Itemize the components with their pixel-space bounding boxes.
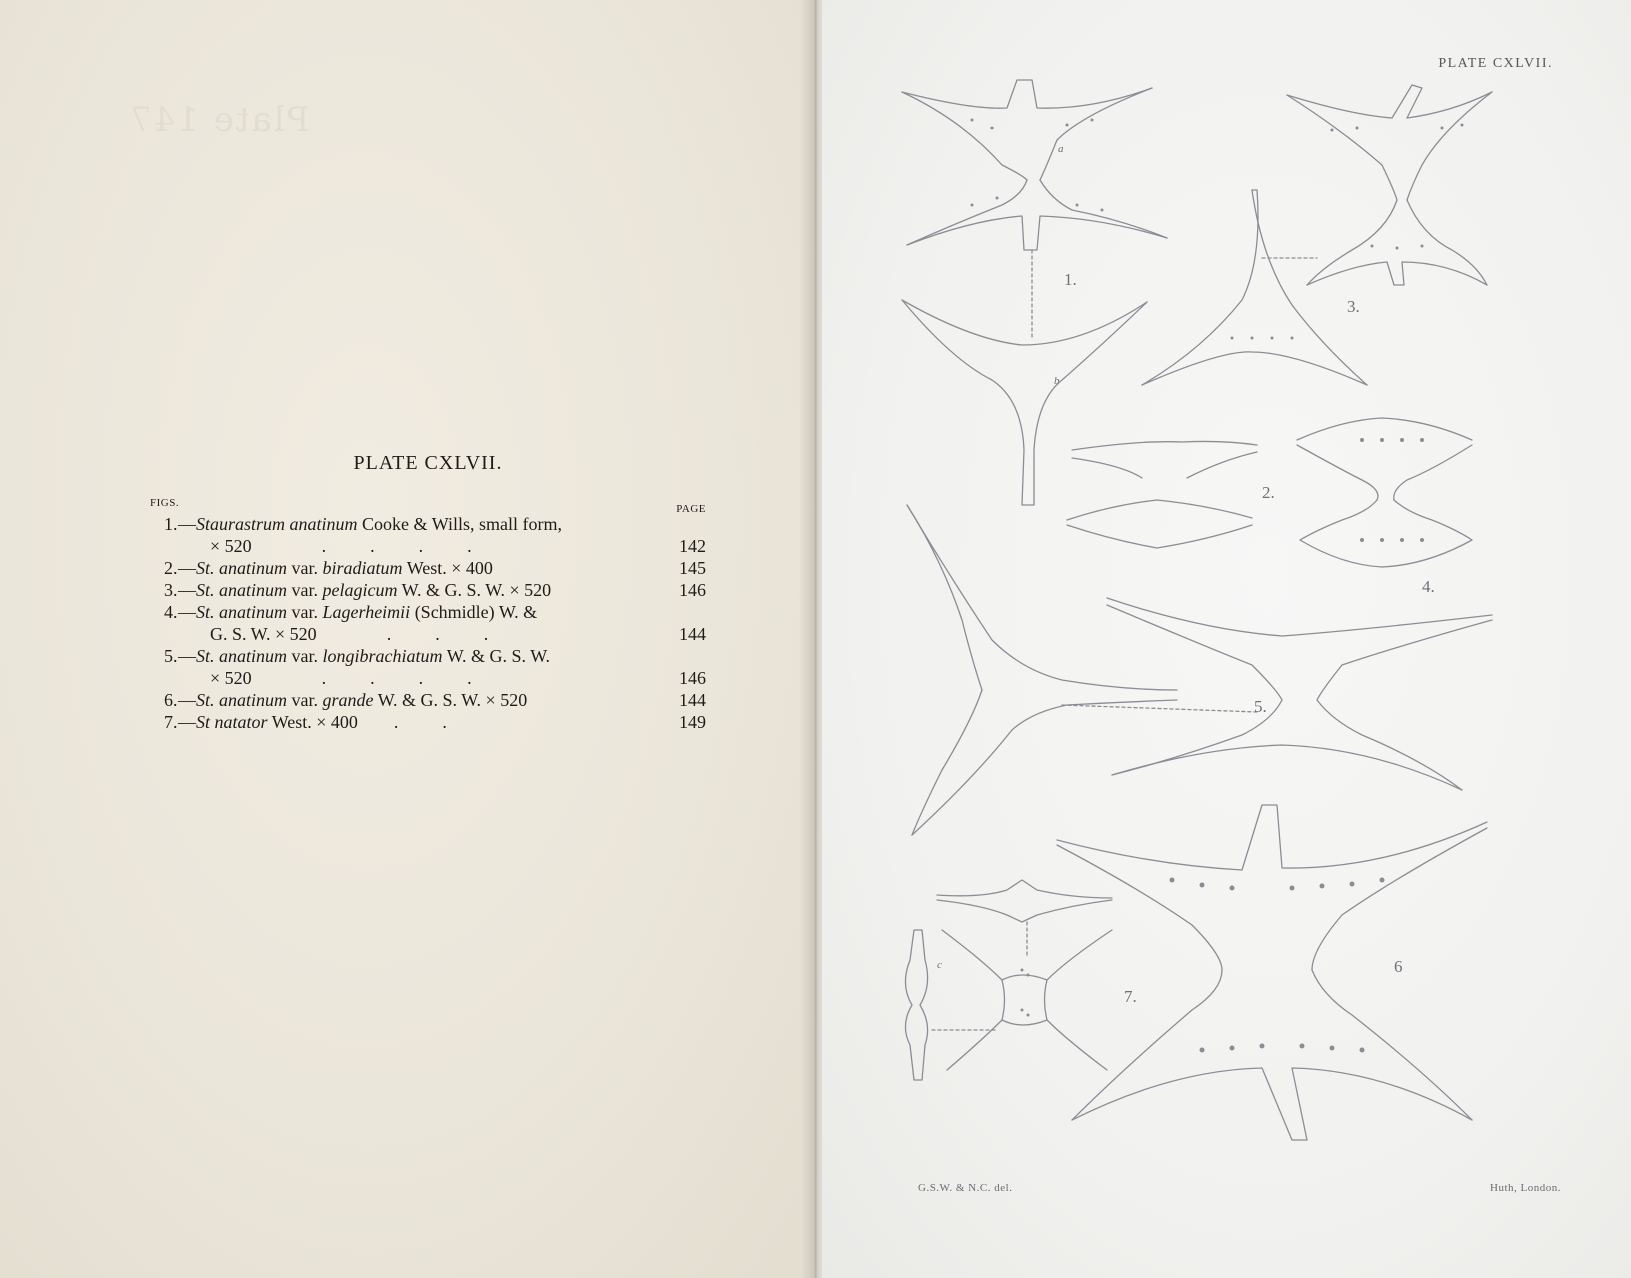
figure-4 [1297,418,1472,567]
artist-credit: G.S.W. & N.C. del. [918,1182,1013,1194]
var-word: var. [287,580,323,600]
magnification: G. S. W. × 520 [210,624,317,644]
column-headers [150,497,706,513]
species-name: St. anatinum [196,558,288,578]
figure-entry-5 [150,645,706,689]
variety-name: grande [322,690,374,710]
plate-caption [150,452,706,733]
magnification: × 520 [210,668,252,688]
figure-3-vertical-view [1142,190,1367,385]
figure-1-front-view [902,80,1167,340]
sublabel-b: b [1054,375,1060,387]
sublabel-a: a [1058,143,1064,155]
figure-label-4: 4. [1422,577,1435,596]
page-number: 145 [679,558,706,578]
figure-entry-4 [150,601,706,645]
left-page [0,0,815,1278]
figure-5-front-view [1107,598,1492,790]
figure-6 [1057,805,1487,1140]
figure-1-vertical-view [902,300,1147,505]
plate-title: PLATE CXLVII. [353,452,503,474]
species-name: St. anatinum [196,646,288,666]
figure-number: 7. [164,712,178,732]
figure-label-3: 3. [1347,297,1360,316]
page-number: 144 [679,690,706,710]
variety-name: natator [214,712,268,732]
leader-dots: .... [321,536,516,556]
page-number: 149 [679,712,706,732]
figure-label-2: 2. [1262,483,1275,502]
figure-entry-2 [150,557,706,579]
figure-entry-7 [150,711,706,733]
figure-entry-6 [150,689,706,711]
var-word: var. [287,646,323,666]
entry-detail: West. × 400 [402,558,493,578]
figure-label-5: 5. [1254,697,1267,716]
dash: — [178,646,196,666]
page-number: 146 [679,668,706,688]
figure-number: 4. [164,602,178,622]
figure-number: 3. [164,580,178,600]
dash: — [178,602,196,622]
right-page [822,0,1631,1278]
entry-detail: W. & G. S. W. × 520 [397,580,552,600]
entry-detail: West. × 400 [267,712,358,732]
page-header: PAGE [676,503,706,515]
var-word: var. [287,602,323,622]
figure-label-6: 6 [1394,957,1403,976]
entry-detail: (Schmidle) W. & [410,602,538,622]
dash: — [178,514,196,534]
species-name: St. anatinum [196,580,288,600]
figure-label-1: 1. [1064,270,1077,289]
figure-label-7: 7. [1124,987,1137,1006]
variety-name: longibrachiatum [322,646,443,666]
variety-name: Lagerheimii [322,602,411,622]
figure-3 [1287,85,1492,285]
figure-entry-3 [150,579,706,601]
species-name: St [196,712,211,732]
figure-2 [1067,441,1257,548]
page-number: 144 [679,624,706,644]
dash: — [178,580,196,600]
printer-credit: Huth, London. [1490,1182,1561,1194]
species-name: Staurastrum anatinum [196,514,358,534]
entry-detail: W. & G. S. W. × 520 [373,690,528,710]
page-number: 146 [679,580,706,600]
variety-name: pelagicum [322,580,398,600]
dash: — [178,558,196,578]
figure-7 [905,880,1112,1080]
species-name: St. anatinum [196,690,288,710]
show-through-text: Plate 147 [128,100,310,140]
page-number: 142 [679,536,706,556]
leader-dots: ... [386,624,533,644]
figure-number: 2. [164,558,178,578]
figure-list [150,513,706,733]
dash: — [178,690,196,710]
var-word: var. [287,558,323,578]
sublabel-c: c [937,959,942,971]
var-word: var. [287,690,323,710]
variety-name: biradiatum [322,558,403,578]
species-name: St. anatinum [196,602,288,622]
plate-illustration [822,0,1631,1278]
figure-number: 1. [164,514,178,534]
plate-label: PLATE CXLVII. [1438,56,1553,71]
leader-dots: .... [321,668,516,688]
dash: — [178,712,196,732]
leader-dots: .. [393,712,491,732]
entry-detail: W. & G. S. W. [442,646,551,666]
figure-number: 6. [164,690,178,710]
figure-5-vertical-view [907,505,1257,835]
figure-number: 5. [164,646,178,666]
figs-header: FIGS. [150,497,180,509]
entry-detail: Cooke & Wills, small form, [357,514,562,534]
magnification: × 520 [210,536,252,556]
figure-entry-1 [150,513,706,557]
